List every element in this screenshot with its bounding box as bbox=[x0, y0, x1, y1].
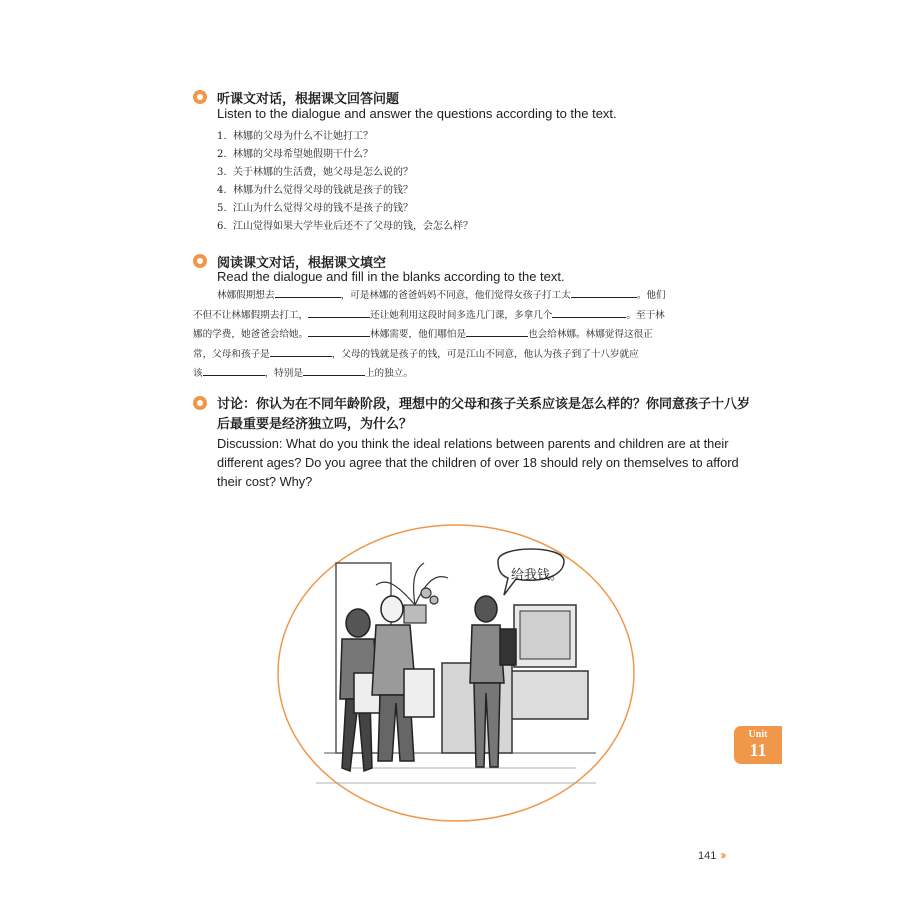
page-number: 141 ›› bbox=[698, 848, 725, 862]
list-item: 3. 关于林娜的生活费，她父母是怎么说的？ bbox=[217, 167, 413, 178]
blank-field[interactable] bbox=[203, 365, 265, 376]
speech-bubble-text: 给我钱。 bbox=[511, 568, 564, 583]
list-item: 5. 江山为什么觉得父母的钱不是孩子的钱？ bbox=[217, 203, 413, 214]
cartoon-illustration bbox=[276, 523, 636, 823]
blank-field[interactable] bbox=[308, 307, 370, 318]
read-section bbox=[193, 252, 733, 282]
list-item: 2. 林娜的父母希望她假期干什么？ bbox=[217, 149, 373, 160]
blank-field[interactable] bbox=[466, 326, 528, 337]
section-title-zh: 阅读课文对话，根据课文填空 bbox=[217, 255, 387, 270]
family-scene-image bbox=[276, 523, 636, 823]
unit-label: Unit bbox=[748, 729, 768, 740]
discussion-section bbox=[193, 394, 751, 494]
unit-number: 11 bbox=[749, 740, 767, 760]
list-item: 6. 江山觉得如果大学毕业后还不了父母的钱，会怎么样？ bbox=[217, 221, 473, 232]
blank-field[interactable] bbox=[571, 287, 637, 298]
list-item: 4. 林娜为什么觉得父母的钱就是孩子的钱？ bbox=[217, 185, 413, 196]
unit-tab bbox=[734, 726, 782, 764]
section-title-zh: 听课文对话，根据课文回答问题 bbox=[217, 91, 400, 106]
blank-field[interactable] bbox=[308, 326, 370, 337]
discussion-text-en: Discussion: What do you think the ideal relations between parents and children are at their different ages? Do you agree that the children of over 18 should rely on themselves to afford their cost? Why? bbox=[217, 436, 739, 489]
double-chevron-right-icon: ›› bbox=[720, 848, 725, 862]
discussion-title-zh: 讨论：你认为在不同年龄阶段，理想中的父母和孩子关系应该是怎么样的？你同意孩子十八岁 后最重要是经济独立吗，为什么？ bbox=[217, 396, 751, 431]
blank-field[interactable] bbox=[270, 346, 332, 357]
blank-field[interactable] bbox=[303, 365, 365, 376]
listen-section bbox=[193, 88, 733, 238]
flower-bullet-icon bbox=[193, 254, 207, 268]
blank-field[interactable] bbox=[275, 287, 341, 298]
list-item: 1. 林娜的父母为什么不让她打工？ bbox=[217, 131, 373, 142]
flower-bullet-icon bbox=[193, 90, 207, 104]
section-title-en: Listen to the dialogue and answer the questions according to the text. bbox=[217, 106, 617, 121]
fill-blank-paragraph: 林娜假期想去 ，可是林娜的爸爸妈妈不同意，他们觉得女孩子打工太 。他们 不但不让林娜假期去打工， 还让她利用这段时间多选几门课，多拿几个 。至于林 娜的学费，她爸爸会给她。 林娜需要，他们哪怕是 也会给林娜。林娜觉得这很正 常，父母和孩子是 ，父母的钱就是孩子的钱，可是江山不同意，他认为孩子到了十八岁就应 该 ，特别是 上的独立。 bbox=[193, 286, 733, 376]
section-title-en: Read the dialogue and fill in the blanks according to the text. bbox=[217, 269, 565, 284]
flower-bullet-icon bbox=[193, 396, 207, 410]
blank-field[interactable] bbox=[552, 307, 626, 318]
question-list bbox=[217, 128, 473, 236]
